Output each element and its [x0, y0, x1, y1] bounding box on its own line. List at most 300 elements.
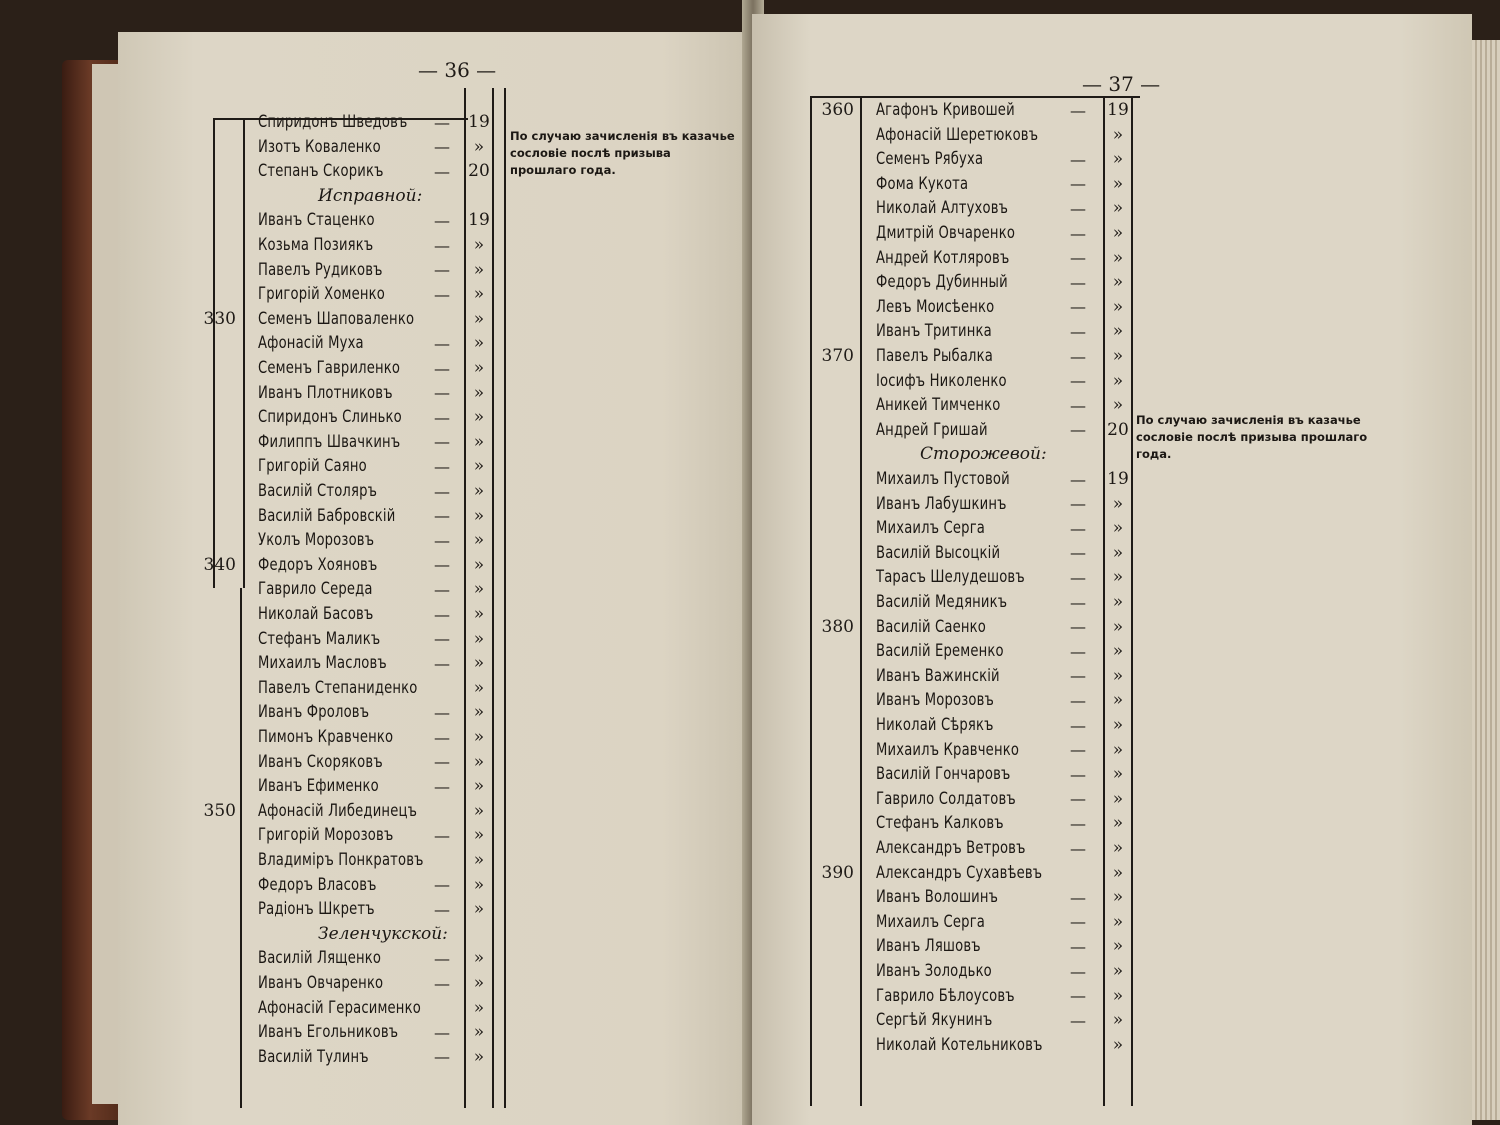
list-item — [118, 479, 758, 503]
list-item — [118, 504, 758, 528]
entry-age: » — [1112, 616, 1124, 637]
entry-age: » — [1112, 641, 1124, 662]
list-item — [118, 725, 758, 749]
entry-dash: — — [1070, 371, 1086, 391]
entry-dash: — — [434, 137, 450, 157]
entry-number: 350 — [203, 800, 236, 821]
entry-dash: — — [434, 456, 450, 476]
entry-age: » — [473, 628, 485, 649]
entry-name: Стефанъ Калковъ — [876, 813, 1004, 834]
list-item — [752, 984, 1472, 1008]
entry-age: » — [1112, 665, 1124, 686]
entry-name: Владиміръ Понкратовъ — [258, 850, 424, 870]
entry-name: Иванъ Овчаренко — [258, 973, 384, 993]
entry-dash: — — [434, 210, 450, 230]
entry-dash: — — [1070, 248, 1086, 268]
list-item — [118, 873, 758, 897]
entry-age: 19 — [1107, 469, 1129, 489]
entry-age: » — [1112, 1034, 1124, 1055]
list-item — [752, 713, 1472, 737]
entry-age: » — [1112, 739, 1124, 760]
list-item — [752, 934, 1472, 958]
entry-name: Дмитрій Овчаренко — [876, 223, 1016, 243]
list-item — [752, 295, 1472, 319]
entry-name: Иванъ Плотниковъ — [258, 382, 393, 403]
entry-name: Николай Алтуховъ — [876, 198, 1009, 219]
entry-age: » — [1112, 690, 1124, 711]
entry-name: Уколъ Морозовъ — [258, 530, 375, 551]
entry-dash: — — [434, 973, 450, 993]
entry-dash: — — [1070, 272, 1086, 292]
entry-age: » — [1112, 296, 1124, 317]
entry-age: » — [473, 481, 485, 501]
entry-age: » — [1112, 788, 1124, 809]
entry-dash: — — [1070, 690, 1086, 710]
list-item — [118, 627, 758, 651]
entry-name: Павелъ Рудиковъ — [258, 259, 383, 280]
entry-dash: — — [1070, 198, 1086, 218]
entry-dash: — — [434, 530, 450, 550]
entry-number: 390 — [821, 862, 854, 883]
list-item — [752, 910, 1472, 934]
list-item — [118, 602, 758, 626]
entry-name: Аникей Тимченко — [876, 395, 1001, 416]
list-item — [752, 344, 1472, 368]
entry-age: » — [1112, 518, 1124, 539]
entry-name: Василій Столяръ — [258, 481, 378, 501]
entry-age: » — [473, 456, 485, 477]
entry-name: Гаврило Солдатовъ — [876, 788, 1016, 809]
entry-dash: — — [434, 481, 450, 501]
entry-name: Михаилъ Масловъ — [258, 653, 387, 674]
entry-dash: — — [1070, 149, 1086, 169]
entry-age: » — [473, 800, 485, 821]
entry-age: » — [473, 530, 485, 551]
entry-age: » — [473, 751, 485, 772]
list-item — [118, 553, 758, 577]
entry-age: » — [1112, 764, 1124, 785]
list-item — [118, 135, 758, 159]
list-item — [752, 246, 1472, 270]
entry-name: Гаврило Бѣлоусовъ — [876, 985, 1015, 1006]
list-item — [118, 946, 758, 970]
entry-age: » — [1112, 592, 1124, 612]
entry-age: » — [1112, 198, 1124, 219]
entry-name: Павелъ Степаниденко — [258, 677, 418, 698]
list-item — [118, 750, 758, 774]
entry-dash: — — [434, 653, 450, 673]
entry-dash: — — [1070, 592, 1086, 612]
entry-number: 370 — [821, 346, 854, 366]
list-item — [752, 664, 1472, 688]
entry-name: Павелъ Рыбалка — [876, 346, 994, 366]
list-item — [752, 147, 1472, 171]
list-item — [752, 516, 1472, 540]
entry-name: Спиридонъ Шведовъ — [258, 112, 408, 132]
list-item — [752, 688, 1472, 712]
entry-name: Афонасій Шеретюковъ — [876, 124, 1039, 145]
entry-age: » — [473, 136, 485, 157]
entry-name: Семенъ Гавриленко — [258, 358, 401, 378]
section-heading: Зеленчукской: — [318, 923, 448, 944]
entry-number: 340 — [203, 554, 236, 575]
list-item — [118, 282, 758, 306]
entry-name: Радіонъ Шкретъ — [258, 899, 375, 920]
entry-name: Степанъ Скорикъ — [258, 161, 384, 182]
entry-dash: — — [434, 260, 450, 280]
entry-dash: — — [1070, 1010, 1086, 1030]
entry-dash: — — [1070, 395, 1086, 415]
entry-dash: — — [1070, 961, 1086, 981]
entry-name: Александръ Сухавѣевъ — [876, 862, 1043, 883]
entry-dash: — — [1070, 936, 1086, 956]
entry-dash: — — [1070, 887, 1086, 907]
entry-name: Иванъ Золодько — [876, 961, 992, 981]
entry-name: Тарасъ Шелудешовъ — [876, 567, 1025, 588]
list-item — [118, 430, 758, 454]
entry-dash: — — [434, 383, 450, 403]
entry-name: Николай Басовъ — [258, 604, 374, 624]
list-item — [752, 639, 1472, 663]
entry-dash: — — [434, 579, 450, 599]
entry-name: Василій Тулинъ — [258, 1046, 369, 1067]
entry-age: » — [473, 358, 485, 378]
list-item — [118, 454, 758, 478]
list-item — [118, 528, 758, 552]
entry-dash: — — [1070, 764, 1086, 784]
entry-age: » — [473, 997, 485, 1018]
entry-dash: — — [1070, 567, 1086, 587]
entry-age: » — [473, 677, 485, 698]
entry-age: » — [473, 1046, 485, 1067]
entry-name: Иванъ Стаценко — [258, 210, 375, 231]
entry-age: » — [1112, 173, 1124, 194]
list-item — [752, 270, 1472, 294]
entry-age: » — [473, 554, 485, 575]
entry-name: Пимонъ Кравченко — [258, 727, 394, 747]
entry-age: » — [473, 899, 485, 920]
entry-dash: — — [434, 358, 450, 378]
list-item — [118, 1020, 758, 1044]
left-page — [118, 32, 758, 1125]
list-item — [752, 1033, 1472, 1057]
list-item — [118, 848, 758, 872]
entry-age: » — [1112, 862, 1124, 883]
entry-age: » — [1112, 124, 1124, 145]
list-item — [118, 651, 758, 675]
page-number: — 37 — — [1082, 72, 1161, 96]
entry-age: » — [473, 653, 485, 674]
entry-dash: — — [434, 899, 450, 919]
entry-name: Василій Гончаровъ — [876, 764, 1011, 785]
entry-dash: — — [434, 752, 450, 772]
right-page — [752, 14, 1472, 1125]
entry-name: Федоръ Хояновъ — [258, 554, 378, 575]
list-item — [752, 885, 1472, 909]
list-item — [752, 221, 1472, 245]
list-item — [752, 418, 1472, 442]
entry-dash: — — [1070, 838, 1086, 858]
entry-number: 360 — [821, 100, 854, 120]
entry-age: » — [473, 579, 485, 600]
entry-dash: — — [1070, 986, 1086, 1006]
entry-dash: — — [1070, 469, 1086, 489]
note-text: По случаю зачисленія въ казачье сословіе послѣ призыва прошлаго года. — [510, 129, 735, 177]
entry-dash: — — [434, 432, 450, 452]
entry-name: Григорій Хоменко — [258, 284, 386, 305]
entry-age: » — [473, 235, 485, 255]
list-item — [752, 541, 1472, 565]
entry-dash: — — [434, 776, 450, 796]
entry-dash: — — [434, 1022, 450, 1042]
list-item — [118, 897, 758, 921]
entry-name: Иванъ Ляшовъ — [876, 936, 981, 957]
entry-age: » — [1112, 493, 1124, 514]
entry-age: 20 — [1107, 419, 1129, 440]
list-item — [118, 208, 758, 232]
entry-name: Иванъ Волошинъ — [876, 887, 999, 908]
entry-age: » — [1112, 961, 1124, 981]
entry-dash: — — [434, 948, 450, 968]
list-item — [118, 110, 758, 134]
list-item — [118, 381, 758, 405]
entry-name: Иванъ Фроловъ — [258, 702, 370, 723]
entry-dash: — — [1070, 641, 1086, 661]
entry-name: Иванъ Морозовъ — [876, 690, 995, 711]
entry-dash: — — [1070, 912, 1086, 932]
list-item — [752, 369, 1472, 393]
list-item — [752, 738, 1472, 762]
section-heading: Сторожевой: — [920, 444, 1047, 465]
entry-dash: — — [434, 604, 450, 624]
entry-name: Семенъ Шаповаленко — [258, 308, 415, 329]
list-item — [118, 356, 758, 380]
entry-name: Сергѣй Якунинъ — [876, 1010, 993, 1031]
entry-age: » — [1112, 223, 1124, 243]
entry-age: » — [473, 431, 485, 452]
entry-name: Семенъ Рябуха — [876, 149, 984, 170]
entry-name: Федоръ Дубинный — [876, 272, 1008, 293]
entry-age: » — [1112, 247, 1124, 268]
entry-dash: — — [1070, 346, 1086, 366]
entry-name: Василій Высоцкій — [876, 542, 1001, 563]
entry-age: » — [1112, 321, 1124, 342]
entry-age: » — [1112, 813, 1124, 834]
list-item — [118, 307, 758, 331]
entry-dash: — — [1070, 420, 1086, 440]
entry-age: » — [1112, 370, 1124, 391]
entry-dash: — — [1070, 223, 1086, 243]
entry-age: » — [473, 259, 485, 280]
list-item — [752, 959, 1472, 983]
entry-age: » — [473, 505, 485, 526]
entry-age: » — [1112, 346, 1124, 366]
entry-name: Федоръ Власовъ — [258, 874, 377, 895]
entry-age: » — [473, 1022, 485, 1043]
entry-name: Агафонъ Кривошей — [876, 100, 1015, 120]
entry-age: » — [1112, 911, 1124, 932]
entry-name: Андрей Котляровъ — [876, 247, 1010, 268]
entry-name: Николай Котельниковъ — [876, 1034, 1043, 1055]
entry-number: 330 — [203, 308, 236, 329]
entry-dash: — — [434, 407, 450, 427]
entry-age: 19 — [468, 112, 490, 132]
entry-name: Филиппъ Швачкинъ — [258, 431, 401, 452]
entry-dash: — — [434, 727, 450, 747]
entry-name: Гаврило Середа — [258, 579, 373, 600]
list-item — [118, 774, 758, 798]
entry-name: Стефанъ Маликъ — [258, 628, 381, 649]
list-item — [752, 393, 1472, 417]
entry-age: » — [1112, 395, 1124, 416]
entry-age: 19 — [468, 210, 490, 231]
list-item — [118, 700, 758, 724]
entry-age: » — [1112, 1010, 1124, 1031]
entry-age: » — [1112, 838, 1124, 858]
entry-dash: — — [1070, 617, 1086, 637]
entry-name: Афонасій Либединецъ — [258, 800, 418, 821]
entry-dash: — — [1070, 297, 1086, 317]
list-item — [752, 861, 1472, 885]
entry-age: » — [473, 308, 485, 329]
entry-name: Афонасій Муха — [258, 333, 364, 354]
list-item — [118, 996, 758, 1020]
note-text: По случаю зачисленія въ казачье сословіе послѣ призыва прошлаго года. — [1136, 413, 1368, 461]
entry-name: Михаилъ Серга — [876, 911, 986, 932]
entry-name: Иванъ Тритинка — [876, 321, 992, 342]
entry-name: Григорій Морозовъ — [258, 825, 394, 846]
list-item — [752, 467, 1472, 491]
list-item — [118, 823, 758, 847]
entry-dash: — — [1070, 740, 1086, 760]
entry-name: Изотъ Коваленко — [258, 136, 381, 157]
entry-dash: — — [1070, 494, 1086, 514]
list-item — [118, 405, 758, 429]
list-item — [752, 615, 1472, 639]
entry-dash: — — [434, 161, 450, 181]
entry-age: » — [473, 850, 485, 870]
entry-dash: — — [434, 112, 450, 132]
entry-number: 380 — [821, 616, 854, 637]
entry-name: Козьма Позиякъ — [258, 235, 374, 255]
list-item — [118, 159, 758, 183]
entry-name: Михаилъ Кравченко — [876, 739, 1020, 760]
entry-name: Василій Еременко — [876, 641, 1004, 662]
list-item — [752, 1008, 1472, 1032]
list-item — [118, 1045, 758, 1069]
entry-age: » — [1112, 887, 1124, 908]
entry-age: » — [473, 727, 485, 747]
entry-dash: — — [1070, 813, 1086, 833]
entry-dash: — — [1070, 100, 1086, 120]
page-number: — 36 — — [418, 58, 497, 82]
entry-dash: — — [1070, 543, 1086, 563]
entry-age: 19 — [1107, 100, 1129, 120]
entry-age: » — [473, 333, 485, 354]
list-item — [118, 331, 758, 355]
entry-name: Иванъ Скоряковъ — [258, 751, 383, 772]
entry-name: Михаилъ Пустовой — [876, 469, 1010, 489]
entry-dash: — — [434, 333, 450, 353]
entry-dash: — — [434, 284, 450, 304]
entry-name: Иванъ Лабушкинъ — [876, 493, 1007, 514]
entry-name: Спиридонъ Слинько — [258, 407, 402, 428]
entry-age: » — [473, 973, 485, 993]
list-item — [752, 811, 1472, 835]
list-item — [118, 971, 758, 995]
list-item — [752, 565, 1472, 589]
entry-age: » — [473, 948, 485, 969]
entry-dash: — — [434, 506, 450, 526]
list-item — [752, 319, 1472, 343]
entry-age: » — [473, 776, 485, 797]
list-item — [118, 799, 758, 823]
entry-age: » — [473, 382, 485, 403]
entry-age: » — [1112, 715, 1124, 735]
entry-age: 20 — [468, 161, 490, 182]
entry-age: » — [1112, 542, 1124, 563]
entry-age: » — [473, 702, 485, 723]
entry-name: Николай Сѣрякъ — [876, 715, 994, 735]
entry-dash: — — [434, 1047, 450, 1067]
entry-dash: — — [434, 555, 450, 575]
list-item — [118, 577, 758, 601]
entry-name: Василій Бабровскій — [258, 505, 396, 526]
list-item — [752, 762, 1472, 786]
entry-dash: — — [1070, 666, 1086, 686]
list-item — [118, 233, 758, 257]
entry-name: Василій Лященко — [258, 948, 382, 969]
entry-dash: — — [1070, 321, 1086, 341]
entry-age: » — [1112, 985, 1124, 1006]
entry-dash: — — [434, 875, 450, 895]
entry-dash: — — [1070, 715, 1086, 735]
entry-age: » — [1112, 936, 1124, 957]
entry-dash: — — [1070, 174, 1086, 194]
entry-age: » — [473, 825, 485, 846]
list-item — [752, 98, 1472, 122]
list-item — [752, 492, 1472, 516]
entry-name: Василій Медяникъ — [876, 592, 1008, 612]
entry-dash: — — [434, 629, 450, 649]
entry-age: » — [1112, 149, 1124, 170]
entry-dash: — — [1070, 789, 1086, 809]
list-item — [752, 590, 1472, 614]
entry-name: Григорій Саяно — [258, 456, 367, 477]
entry-name: Іосифъ Николенко — [876, 370, 1007, 391]
entry-name: Александръ Ветровъ — [876, 838, 1026, 858]
entry-dash: — — [1070, 518, 1086, 538]
list-item — [752, 123, 1472, 147]
entry-age: » — [1112, 272, 1124, 293]
entry-name: Михаилъ Серга — [876, 518, 986, 539]
entry-name: Андрей Гришай — [876, 419, 988, 440]
entry-name: Иванъ Егольниковъ — [258, 1022, 399, 1043]
entry-age: » — [473, 604, 485, 624]
entry-name: Фома Кукота — [876, 173, 969, 194]
entry-dash: — — [434, 235, 450, 255]
entry-dash: — — [434, 702, 450, 722]
section-heading: Исправной: — [318, 185, 423, 206]
entry-name: Василій Саенко — [876, 616, 986, 637]
entry-name: Левъ Моисѣенко — [876, 296, 995, 317]
list-item — [118, 676, 758, 700]
list-item — [118, 258, 758, 282]
entry-name: Иванъ Важинскій — [876, 665, 1000, 686]
entry-name: Афонасій Герасименко — [258, 997, 421, 1018]
list-item — [752, 836, 1472, 860]
entry-age: » — [473, 407, 485, 428]
